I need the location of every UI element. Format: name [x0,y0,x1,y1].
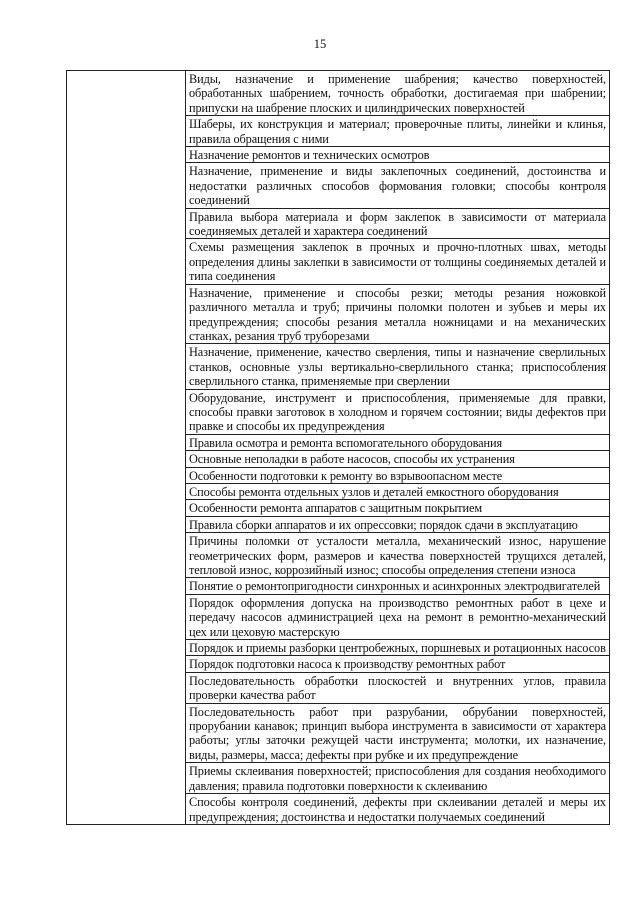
table-cell: Назначение ремонтов и технических осмотров [186,147,610,163]
table-cell: Правила выбора материала и форм заклепок в зависимости от материала соединяемых деталей и характера соединений [186,208,610,239]
table-cell: Назначение, применение, качество сверления, типы и назначение сверлильных станков, основные узлы вертикально-сверлильного станка; приспособления сверлильного станка, применяемые при сверлении [186,344,610,389]
table-row [67,71,610,116]
table-cell: Причины поломки от усталости металла, механический износ, нарушение геометрических форм, размеров и качества поверхностей трущихся деталей, тепловой износ, коррозийный износ; способы определения степени износа [186,533,610,578]
table-cell: Последовательность работ при разрубании, обрубании поверхностей, прорубании канавок; принцип выбора инструмента в зависимости от характера работы; углы заточки режущей части инструмента; молотки, их назначение, виды, размеры, масса; дефекты при рубке и их предупреждение [186,703,610,763]
table-cell: Понятие о ремонтопригодности синхронных и асинхронных электродвигателей [186,578,610,594]
table-cell: Назначение, применение и виды заклепочных соединений, достоинства и недостатки различных способов формования головки; способы контроля соединений [186,163,610,208]
table-cell: Особенности ремонта аппаратов с защитным покрытием [186,500,610,516]
page-number: 15 [313,37,327,51]
table-cell: Особенности подготовки к ремонту во взрывоопасном месте [186,467,610,483]
table-cell: Схемы размещения заклепок в прочных и прочно-плотных швах, методы определения длины заклепки в зависимости от толщины соединяемых деталей и типа соединения [186,239,610,284]
table-cell: Виды, назначение и применение шабрения; качество поверхностей, обработанных шабрением, точность обработки, достигаемая при шабрении; припуски на шабрение плоских и цилиндрических поверхностей [186,71,610,116]
table-cell: Оборудование, инструмент и приспособления, применяемые для правки, способы правки заготовок в холодном и горячем состоянии; виды дефектов при правке и способы их предупреждения [186,389,610,434]
table-cell: Порядок и приемы разборки центробежных, поршневых и ротационных насосов [186,640,610,656]
table-cell: Порядок подготовки насоса к производству ремонтных работ [186,656,610,672]
table-cell: Способы контроля соединений, дефекты при склеивании деталей и меры их предупреждения; достоинства и недостатки получаемых соединений [186,794,610,825]
knowledge-table [66,70,610,825]
table-cell: Основные неполадки в работе насосов, способы их устранения [186,451,610,467]
table-cell: Правила осмотра и ремонта вспомогательного оборудования [186,434,610,450]
table-cell: Порядок оформления допуска на производство ремонтных работ в цехе и передачу насосов администрацией цеха на ремонт в ремонтно-механический цех или цеховую мастерскую [186,594,610,639]
table-cell: Шаберы, их конструкция и материал; проверочные плиты, линейки и клинья, правила обращения с ними [186,116,610,147]
table-cell: Приемы склеивания поверхностей; приспособления для создания необходимого давления; правила подготовки поверхности к склеиванию [186,763,610,794]
table-cell: Последовательность обработки плоскостей и внутренних углов, правила проверки качества работ [186,672,610,703]
left-column-cell [67,71,186,825]
table-cell: Назначение, применение и способы резки; методы резания ножовкой различного металла и труб; причины поломки полотен и зубьев и меры их предупреждения; способы резания металла ножницами и на механических станках, резания труб труборезами [186,284,610,344]
table-cell: Правила сборки аппаратов и их опрессовки; порядок сдачи в эксплуатацию [186,516,610,532]
table-cell: Способы ремонта отдельных узлов и деталей емкостного оборудования [186,483,610,499]
